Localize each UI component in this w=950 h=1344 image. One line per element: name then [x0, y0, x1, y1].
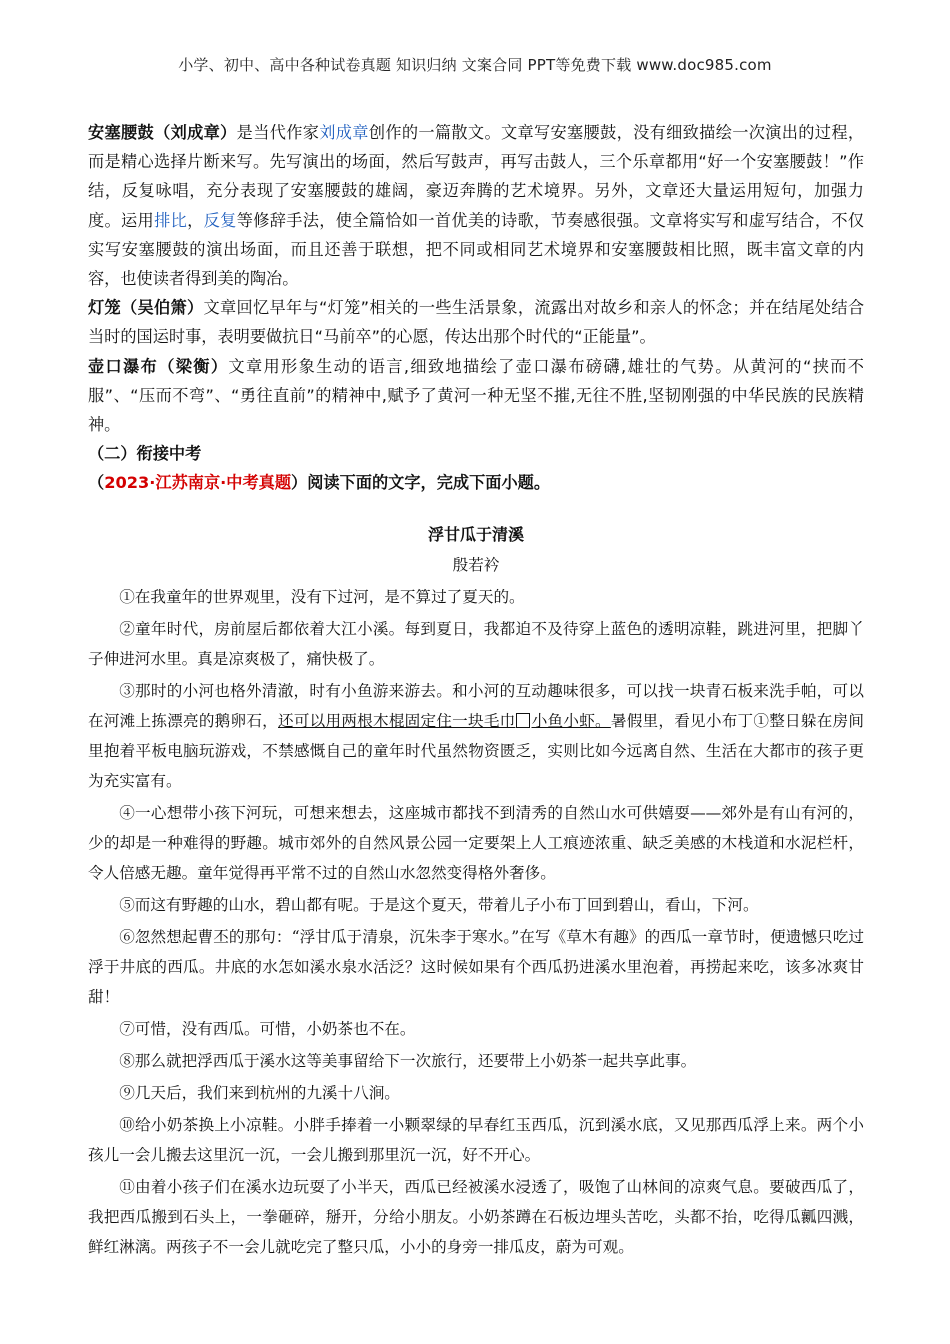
paragraph-3 — [88, 676, 864, 796]
article-author: 殷若衿 — [452, 556, 500, 574]
page-header: 小学、初中、高中各种试卷真题 知识归纳 文案合同 PPT等免费下载 www.doc985.com — [178, 56, 772, 74]
text: ③那时的小河也格外清澈，时有小鱼游来游去。和小河的互动趣味很多，可以找一块青石板来洗手帕，可以在河滩上拣漂亮的鹅卵石， — [88, 682, 864, 730]
paragraph-8: ⑧那么就把浮西瓜于溪水这等美事留给下一次旅行，还要带上小奶茶一起共享此事。 — [119, 1052, 697, 1070]
hukou-title: 壶口瀑布（梁衡） — [88, 356, 229, 376]
article-title: 浮甘瓜于清溪 — [427, 525, 524, 544]
text: 创作的一篇散文。文章写安塞腰鼓，没有细致描绘一次演出的过程，而是精心选择片断来写。先写演出的场面，然后写鼓声，再写击鼓人，三个乐章都用“好一个安塞腰鼓！”作结，反复咏唱，充分表现了安塞腰鼓的雄阔，豪迈奔腾的艺术境界。另外，文章还大量运用短句，加强力度。运用 — [88, 123, 865, 230]
task-instruction — [88, 468, 864, 497]
paragraph-4: ④一心想带小孩下河玩，可想来想去，这座城市都找不到清秀的自然山水可供嬉耍——郊外是有山有河的，少的却是一种难得的野趣。城市郊外的自然风景公园一定要架上人工痕迹浓重、缺乏美感的木栈道和水泥栏杆，令人倍感无趣。童年觉得再平常不过的自然山水忽然变得格外奢侈。 — [88, 804, 864, 882]
lantern-title: 灯笼（吴伯箫） — [88, 298, 204, 318]
text: 是当代作家 — [236, 123, 320, 142]
text: 还可以用两根木棍固定住一块毛巾 — [278, 712, 516, 730]
blank-box[interactable] — [516, 713, 530, 728]
text: 小鱼小虾。 — [531, 712, 611, 730]
author-link[interactable]: 刘成章 — [319, 123, 369, 142]
exam-source: 2023·江苏南京·中考真题 — [104, 473, 292, 493]
paragraph-5: ⑤而这有野趣的山水，碧山都有呢。于是这个夏天，带着儿子小布丁回到碧山，看山，下河。 — [119, 896, 759, 914]
repetition-link[interactable]: 反复 — [203, 210, 237, 230]
section-heading: （二）衔接中考 — [88, 444, 202, 464]
text: 等修辞手法，使全篇恰如一首优美的诗歌，节奏感很强。文章将实写和虚写结合，不仅实写安塞腰鼓的演出场面，而且还善于联想，把不同或相同艺术境界和安塞腰鼓相比照，既丰富文章的内容，也使读者得到美的陶冶。 — [88, 210, 865, 289]
paragraph-6: ⑥忽然想起曹丕的那句：“浮甘瓜于清泉，沉朱李于寒水。”在写《草木有趣》的西瓜一章节时，便遗憾只吃过浮于井底的西瓜。井底的水怎如溪水泉水活泛？这时候如果有个西瓜扔进溪水里泡着，再捞起来吃，该多冰爽甘甜！ — [88, 928, 864, 1006]
text: 暑假里，看见小布丁①整日躲在房间里抱着平板电脑玩游戏，不禁感慨自己的童年时代虽然物资匮乏，实则比如今远离自然、生活在大都市的孩子更为充实富有。 — [88, 712, 864, 790]
text: ）阅读下面的文字，完成下面小题。 — [291, 473, 551, 493]
text: 文章回忆早年与“灯笼”相关的一些生活景象，流露出对故乡和亲人的怀念；并在结尾处结合当时的国运时事，表明要做抗日“马前卒”的心愿，传达出那个时代的“正能量”。 — [88, 298, 865, 347]
intro-paragraph-ansai — [88, 118, 864, 293]
text: ， — [187, 210, 204, 230]
paragraph-7: ⑦可惜，没有西瓜。可惜，小奶茶也不在。 — [119, 1020, 416, 1038]
underlined-sentence — [278, 712, 611, 730]
paragraph-2: ②童年时代，房前屋后都依着大江小溪。每到夏日，我都迫不及待穿上蓝色的透明凉鞋，跳进河里，把脚丫子伸进河水里。真是凉爽极了，痛快极了。 — [88, 620, 864, 668]
paragraph-11: ⑪由着小孩子们在溪水边玩耍了小半天，西瓜已经被溪水浸透了，吸饱了山林间的凉爽气息。要破西瓜了，我把西瓜搬到石头上，一拳砸碎，掰开，分给小朋友。小奶茶蹲在石板边埋头苦吃，头都不抬，吃得瓜瓤四溅，鲜红淋漓。两孩子不一会儿就吃完了整只瓜，小小的身旁一排瓜皮，蔚为可观。 — [88, 1178, 864, 1256]
parallelism-link[interactable]: 排比 — [154, 210, 188, 230]
intro-paragraph-lantern — [88, 293, 864, 351]
paragraph-9: ⑨几天后，我们来到杭州的九溪十八涧。 — [119, 1084, 400, 1102]
paragraph-10: ⑩给小奶茶换上小凉鞋。小胖手捧着一小颗翠绿的早春红玉西瓜，沉到溪水底，又见那西瓜浮上来。两个小孩儿一会儿搬去这里沉一沉，一会儿搬到那里沉一沉，好不开心。 — [88, 1116, 864, 1164]
article — [88, 520, 864, 1264]
text: 文章用形象生动的语言,细致地描绘了壶口瀑布磅礴,雄壮的气势。从黄河的“挟而不服”、“压而不弯”、“勇往直前”的精神中,赋予了黄河一种无坚不摧,无往不胜,坚韧刚强的中华民族的民族精神。 — [88, 356, 864, 435]
intro-section — [88, 118, 864, 498]
paragraph-1: ①在我童年的世界观里，没有下过河，是不算过了夏天的。 — [119, 588, 525, 606]
ansai-title: 安塞腰鼓（刘成章） — [88, 123, 237, 142]
text: （ — [88, 473, 105, 493]
intro-paragraph-hukou — [88, 352, 864, 440]
